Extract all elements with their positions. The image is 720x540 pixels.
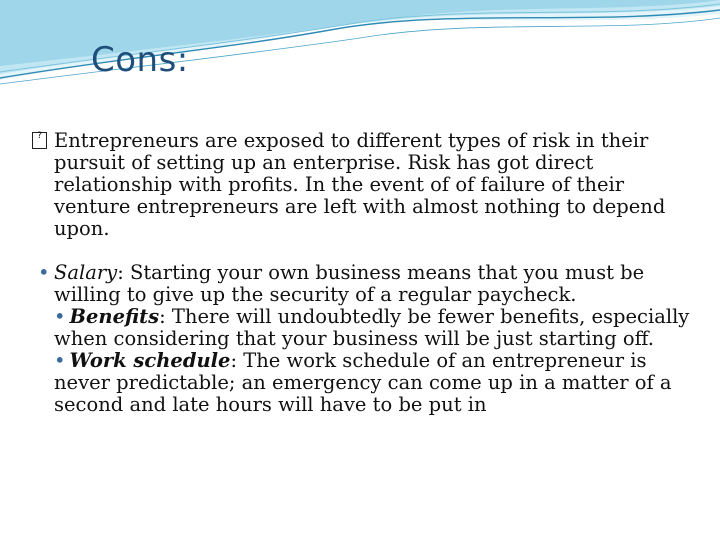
- bullet-icon: •: [38, 261, 50, 284]
- item-term: Salary: [54, 261, 118, 284]
- bullet-icon: •: [54, 349, 66, 372]
- item-text: : The work schedule of an entrepreneur is never predictable; an emergency can come up in a matter of a second and late hours will have to be put in: [54, 349, 672, 416]
- item-text: : Starting your own business means that you must be willing to give up the security of a regular paycheck.: [54, 261, 645, 306]
- list-item-benefits: [54, 306, 692, 350]
- list-item-work-schedule: [54, 350, 692, 416]
- slide-body: [32, 130, 692, 416]
- intro-paragraph: [32, 130, 692, 240]
- bullet-icon: •: [54, 305, 66, 328]
- list-item-salary: [38, 261, 692, 306]
- intro-text: Entrepreneurs are exposed to different types of risk in their pursuit of setting up an enterprise. Risk has got direct relationship with profits. In the event of of failure of their venture entrepreneurs are left with almost nothing to depend upon.: [54, 129, 666, 240]
- cons-list: [32, 262, 692, 416]
- item-term: Benefits: [69, 305, 160, 328]
- item-text: : There will undoubtedly be fewer benefits, especially when considering that your business will be just starting off.: [54, 305, 690, 350]
- slide-title: Cons:: [91, 40, 189, 80]
- item-term: Work schedule: [69, 349, 231, 372]
- missing-glyph-icon: ?: [32, 132, 47, 149]
